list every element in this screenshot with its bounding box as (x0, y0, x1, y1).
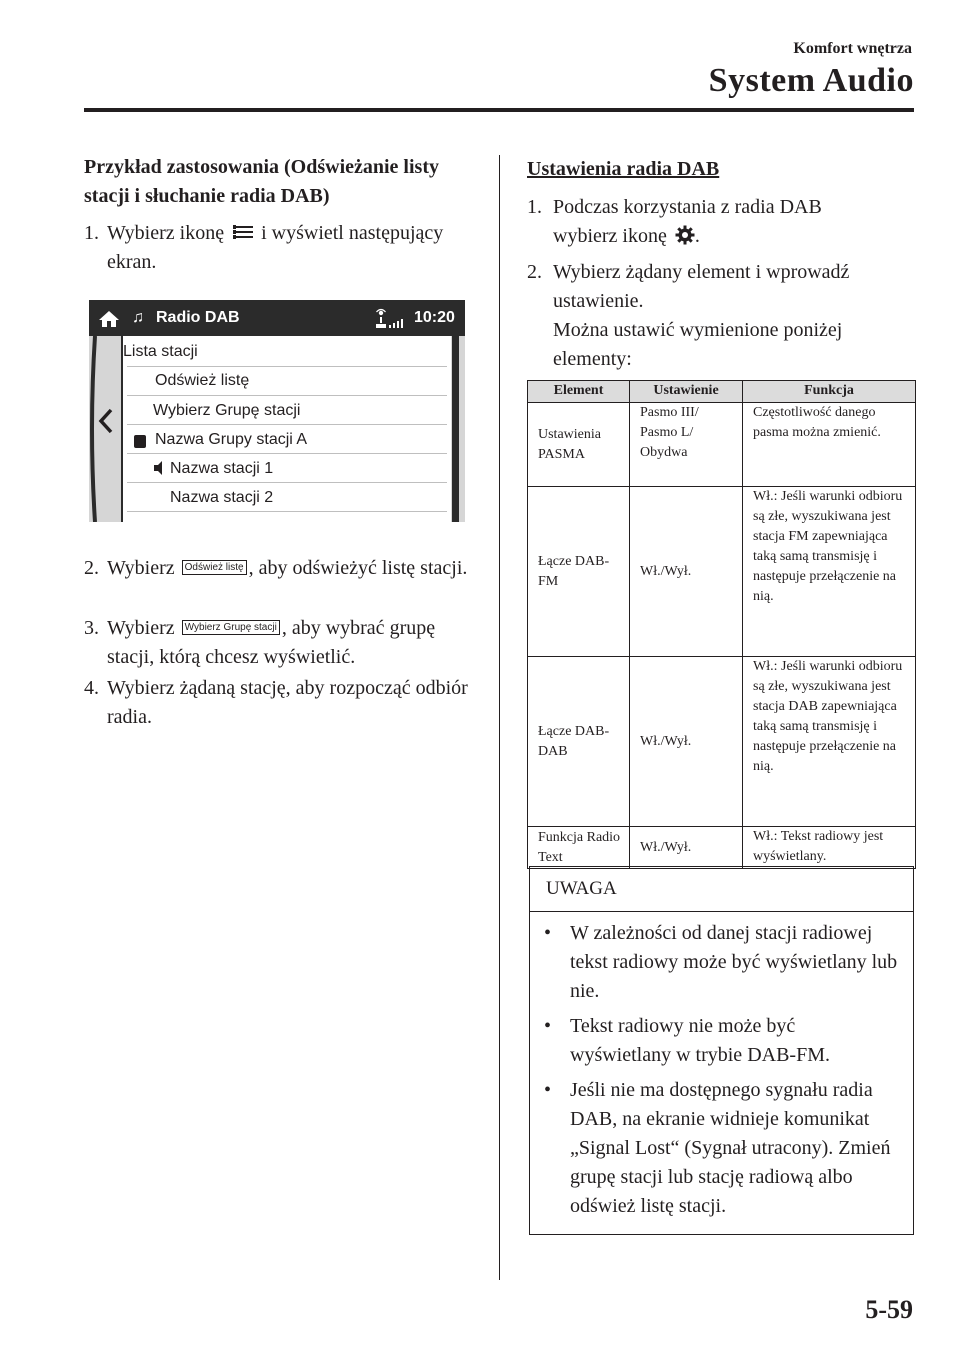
row-divider (127, 511, 447, 512)
note-rule (530, 911, 913, 912)
step-number: 2. (527, 261, 542, 283)
select-group-item[interactable]: Wybierz Grupę stacji (153, 402, 301, 419)
note-list (544, 919, 900, 1227)
settings-step-2 (527, 258, 917, 374)
music-note-icon: ♫ (132, 309, 144, 326)
section-name: Komfort wnętrza (793, 40, 912, 57)
bullet-icon: • (544, 1079, 552, 1101)
column-divider (499, 155, 500, 1280)
step-4 (84, 674, 484, 732)
example-heading: Przykład zastosowania (Odświeżanie listy stacji i słuchanie radia DAB) (84, 156, 439, 207)
step-number: 1. (527, 196, 542, 218)
scroll-bar[interactable] (452, 336, 459, 522)
table-cell: Funkcja Radio Text (528, 827, 630, 869)
dab-settings-heading: Ustawienia radia DAB (527, 158, 720, 180)
step-text: , aby wybrać grupę stacji, którą chcesz wyświetlić. (107, 617, 436, 668)
tune-icon (152, 460, 166, 476)
note-box (529, 866, 914, 1235)
step-1 (84, 219, 484, 277)
table-cell: Łącze DAB- DAB (528, 657, 630, 827)
step-number: 2. (84, 557, 99, 579)
table-row (528, 657, 916, 827)
note-text: Jeśli nie ma dostępnego sygnału radia DAB, na ekranie widnieje komunikat „Signal Lost“ (Sygnał utracony). Zmień grupę stacji lub stację radiową albo odśwież listę stacji. (570, 1079, 891, 1217)
row-divider (127, 482, 447, 483)
header-rule (84, 108, 914, 112)
step-text: . (694, 225, 700, 247)
step-text: Wybierz żądany element i wprowadź (553, 261, 850, 283)
station-list-item[interactable]: Nazwa stacji 2 (170, 489, 274, 506)
step-text: elementy: (553, 348, 632, 370)
step-text: , aby odświeżyć listę stacji. (248, 557, 468, 579)
table-cell: Częstotliwość danego pasma można zmienić. (743, 403, 916, 487)
row-divider (127, 424, 447, 425)
left-bracket (89, 336, 97, 522)
table-row (528, 403, 916, 487)
table-cell: Wł.: Jeśli warunki odbioru są złe, wyszukiwana jest stacja DAB zapewniająca taką samą transmisję i następuje przełączenie na nią. (743, 657, 916, 827)
list-header: Lista stacji (123, 343, 198, 360)
table-cell: Wł./Wył. (630, 487, 743, 657)
gear-icon (675, 225, 695, 245)
list-icon (233, 225, 253, 239)
step-2 (84, 554, 484, 583)
step-text: ustawienie. (553, 290, 644, 312)
note-text: Tekst radiowy nie może być wyświetlany w trybie DAB-FM. (570, 1015, 830, 1066)
table-cell: Wł./Wył. (630, 827, 743, 869)
row-divider (127, 395, 447, 396)
settings-table (527, 380, 916, 869)
table-row (528, 827, 916, 869)
refresh-list-item[interactable]: Odśwież listę (155, 372, 250, 389)
column-header: Funkcja (743, 381, 916, 403)
column-header: Element (528, 381, 630, 403)
home-icon[interactable] (98, 310, 120, 328)
table-cell: Wł.: Tekst radiowy jest wyświetlany. (743, 827, 916, 869)
settings-step-1 (527, 193, 917, 251)
screen-title: Radio DAB (156, 309, 240, 326)
bullet-icon: • (544, 1015, 552, 1037)
step-text: Podczas korzystania z radia DAB (553, 196, 822, 218)
screen-top-bar (89, 300, 465, 336)
table-cell: Ustawienia PASMA (528, 403, 630, 487)
refresh-list-button-thumb: Odśwież listę (182, 560, 247, 575)
group-icon (134, 435, 146, 448)
row-divider (127, 453, 447, 454)
step-text: wybierz ikonę (553, 225, 667, 247)
screen-clock: 10:20 (414, 309, 455, 326)
table-cell: Łącze DAB-FM (528, 487, 630, 657)
station-list-item[interactable]: Nazwa stacji 1 (170, 460, 274, 477)
note-item (544, 1076, 900, 1221)
radio-screen (89, 300, 465, 522)
step-3 (84, 614, 484, 672)
step-text: Można ustawić wymienione poniżej (553, 319, 843, 341)
table-header-row (528, 381, 916, 403)
note-item (544, 1012, 900, 1070)
row-divider (127, 366, 447, 367)
page-number: 5-59 (865, 1295, 913, 1324)
note-title: UWAGA (546, 878, 617, 899)
bullet-icon: • (544, 922, 552, 944)
step-text: Wybierz (107, 617, 175, 639)
step-number: 4. (84, 677, 99, 699)
step-text: Wybierz ikonę (107, 222, 225, 244)
signal-icon (375, 308, 407, 330)
step-text: i wyświetl następujący ekran. (107, 222, 444, 273)
table-row (528, 487, 916, 657)
column-header: Ustawienie (630, 381, 743, 403)
back-chevron-icon[interactable] (98, 408, 114, 434)
note-item (544, 919, 900, 1006)
group-list-item[interactable]: Nazwa Grupy stacji A (155, 431, 308, 448)
step-number: 3. (84, 617, 99, 639)
select-group-button-thumb: Wybierz Grupę stacji (182, 620, 280, 635)
note-text: W zależności od danej stacji radiowej tekst radiowy może być wyświetlany lub nie. (570, 922, 898, 1002)
step-text: Wybierz (107, 557, 175, 579)
table-cell: Wł.: Jeśli warunki odbioru są złe, wyszukiwana jest stacja FM zapewniająca taką samą transmisję i następuje przełączenie na nią. (743, 487, 916, 657)
table-cell: Wł./Wył. (630, 657, 743, 827)
step-text: Wybierz żądaną stację, aby rozpocząć odbiór radia. (107, 677, 468, 728)
step-number: 1. (84, 222, 99, 244)
page-title: System Audio (708, 62, 914, 99)
table-cell: Pasmo III/ Pasmo L/ Obydwa (630, 403, 743, 487)
